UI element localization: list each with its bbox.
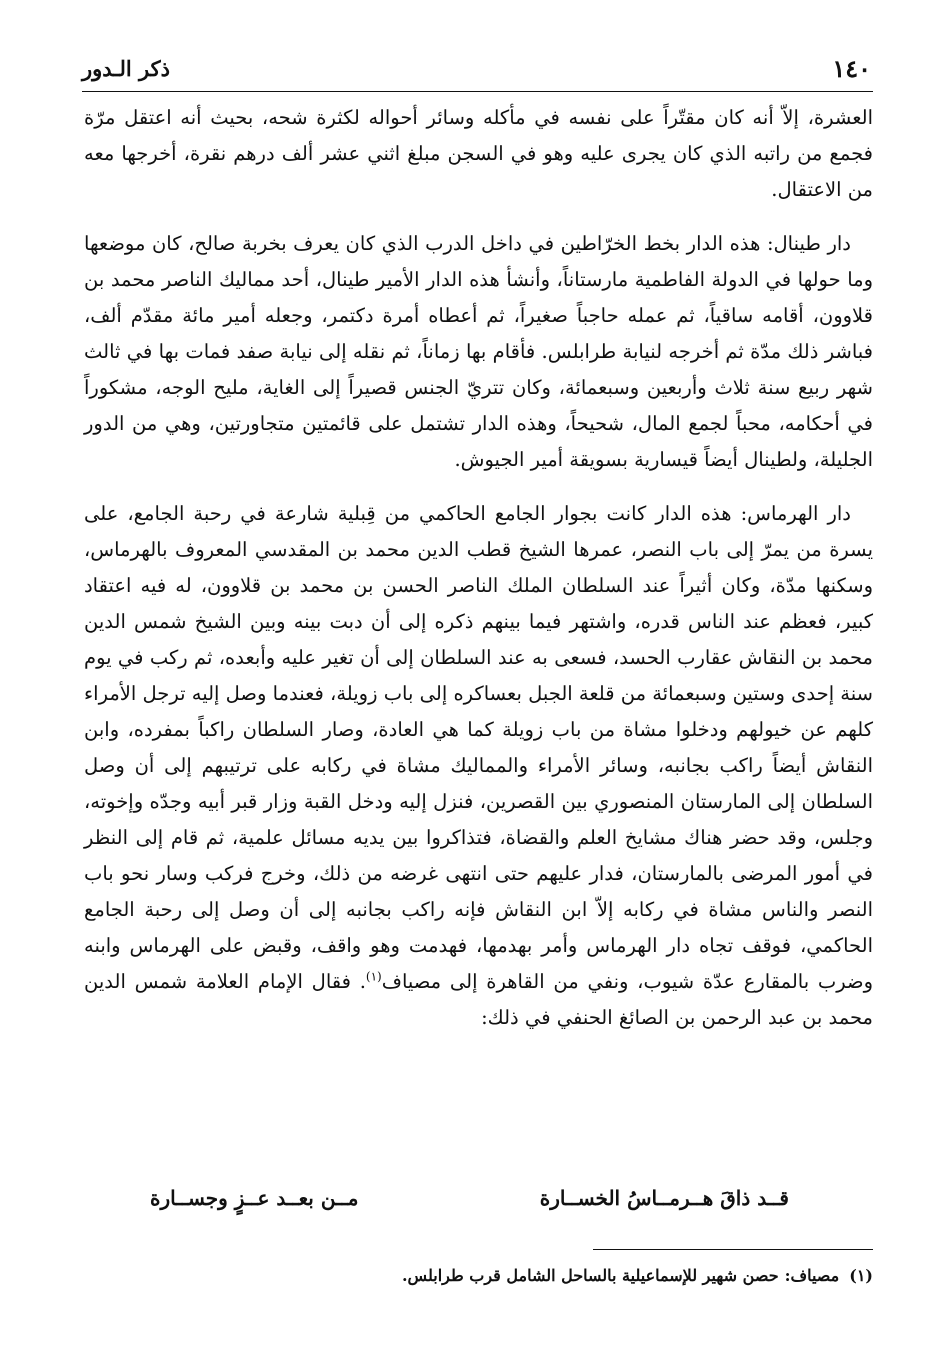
footnote [84, 1262, 873, 1290]
paragraph-1-text: العشرة، إلاّ أنه كان مقتّراً على نفسه في مأكله وسائر أحواله لكثرة شحه، بحيث أنه اعتقل مرّة فجمع من راتبه الذي كان يجرى عليه وهو في السجن مبلغ اثني عشر ألف درهم نقرة، أخرجها معه من الاعتقال. [84, 106, 873, 201]
running-title: ذكر الـدور [82, 55, 170, 81]
poem-hemistich-first: قــد ذاقَ هــرمــاسُ الخســارة [539, 1186, 789, 1210]
page-header [82, 48, 871, 88]
page-number: ١٤٠ [832, 53, 871, 83]
footnote-term: مصياف: [784, 1266, 840, 1285]
poem-verse [150, 1186, 789, 1210]
paragraph-3 [84, 496, 873, 1036]
header-rule [82, 91, 873, 92]
paragraph-2 [84, 226, 873, 478]
footnote-text: حصن شهير للإسماعيلية بالساحل الشامل قرب طرابلس. [401, 1266, 779, 1285]
footnote-marker: (١) [849, 1266, 873, 1285]
footnote-reference: (١) [365, 969, 382, 984]
main-text [84, 100, 873, 1036]
poem-hemistich-second: مــن بعــد عــزٍ وجســارة [150, 1186, 359, 1210]
paragraph-3-text: دار الهرماس: هذه الدار كانت بجوار الجامع الحاكمي من قِبلية شارعة في رحبة الجامع، على يسرة من يمرّ إلى باب النصر، عمرها الشيخ قطب الدين محمد بن المقدسي المعروف بالهرماس، وسكنها مدّة، وكان أثيراً عند السلطان الملك الناصر الحسن بن محمد بن قلاوون، له فيه اعتقاد كبير، فعظم عند الناس قدره، واشتهر فيما بينهم ذكره إلى أن دبت بينه وبين الشيخ شمس الدين محمد بن النقاش عقارب الحسد، فسعى به عند السلطان إلى أن تغير عليه وأبعده، ثم ركب في يوم سنة إحدى وستين وسبعمائة من قلعة الجبل بعساكره إلى باب زويلة، فعندما وصل إليه ترجل الأمراء كلهم عن خيولهم ودخلوا مشاة من باب زويلة كما هي العادة، وصار السلطان راكباً بمفرده، وابن النقاش أيضاً راكب بجانبه، وسائر الأمراء والمماليك مشاة في ركابه على ترتيبهم إلى أن وصل السلطان إلى المارستان المنصوري بين القصرين، فنزل إليه ودخل القبة وزار قبر أبيه وجدّه وإخوته، وجلس، وقد حضر هناك مشايخ العلم والقضاة، فتذاكروا بين يديه مسائل علمية، ثم قام إلى النظر في أمور المرضى بالمارستان، فدار عليهم حتى انتهى غرضه من ذلك، وخرج فركب وسار نحو باب النصر والناس مشاة في ركابه إلاّ ابن النقاش فإنه راكب بجانبه إلى أن وصل إلى رحبة الجامع الحاكمي، فوقف تجاه دار الهرماس وأمر بهدمها، فهدمت وهو واقف، وقبض على الهرماس وابنه وضرب بالمقارع عدّة شيوب، ونفي من القاهرة إلى مصياف [84, 502, 874, 993]
paragraph-3-tail: . فقال الإمام العلامة شمس الدين محمد بن عبد الرحمن بن الصائغ الحنفي في ذلك: [84, 970, 873, 1029]
footnote-rule [593, 1249, 873, 1250]
paragraph-1 [84, 100, 873, 208]
paragraph-2-text: دار طينال: هذه الدار بخط الخرّاطين في داخل الدرب الذي كان يعرف بخربة صالح، كان موضعها وما حولها في الدولة الفاطمية مارستاناً، وأنشأ هذه الدار الأمير طينال، أحد مماليك الناصر محمد بن قلاوون، أقامه ساقياً، ثم عمله حاجباً صغيراً، ثم أعطاه أمرة دكتمر، وجعله أمير مائة مقدّم ألف، فباشر ذلك مدّة ثم أخرجه لنيابة طرابلس. فأقام بها زماناً، ثم نقله إلى نيابة صفد فمات بها في ثالث شهر ربيع سنة ثلاث وأربعين وسبعمائة، وكان تتريّ الجنس قصيراً إلى الغاية، مليح الوجه، مشكوراً في أحكامه، محباً لجمع المال، شحيحاً، وهذه الدار تشتمل على قائمتين متجاورتين، وهي من الدور الجليلة، ولطينال أيضاً قيسارية بسويقة أمير الجيوش. [84, 232, 873, 471]
